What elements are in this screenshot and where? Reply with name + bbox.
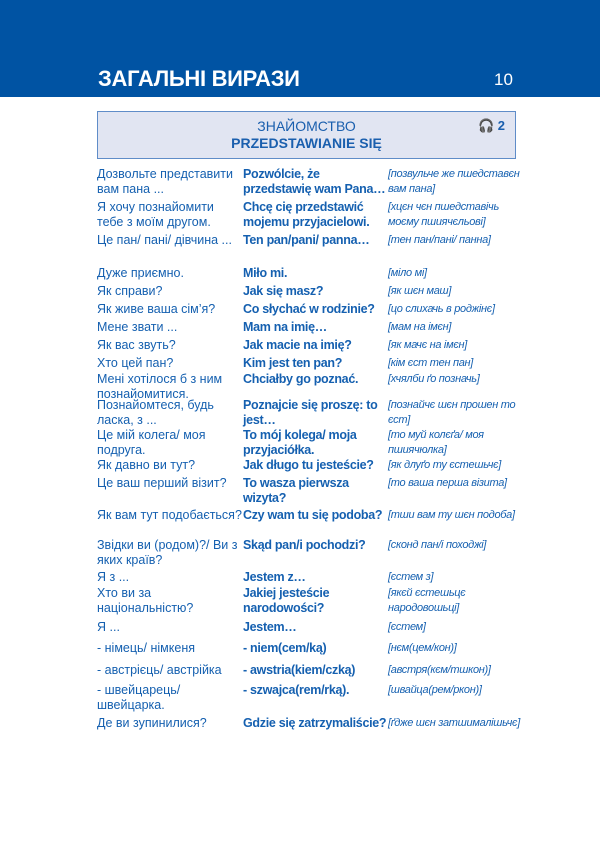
phrase-polish: Jak długo tu jesteście? <box>243 458 374 472</box>
headphones-icon: 🎧 <box>477 118 495 133</box>
phrase-transcription: [як длуґо ту єстешьчє] <box>388 459 501 471</box>
phrase-transcription: [тши вам ту шєн подоба] <box>388 509 515 521</box>
phrase-ukrainian: Як давно ви тут? <box>97 458 196 472</box>
phrase-transcription: [міло мі] <box>388 267 427 279</box>
phrase-transcription: [якєй єстешьцє народовошьці] <box>388 587 466 614</box>
phrase-polish: Chciałby go poznać. <box>243 372 359 386</box>
phrase-transcription: [швайца(рем/ркон)] <box>388 684 482 696</box>
phrase-polish: To wasza pierwsza wizyta? <box>243 476 349 505</box>
phrase-transcription: [ґдже шєн затшималішьчє] <box>388 717 520 729</box>
phrase-polish: Miło mi. <box>243 266 288 280</box>
phrase-ukrainian: - австрієць/ австрійка <box>97 663 222 677</box>
phrase-ukrainian: Мене звати ... <box>97 320 178 334</box>
phrase-transcription: [австря(кєм/тшкон)] <box>388 664 491 676</box>
phrase-ukrainian: - швейцарець/ швейцарка. <box>97 683 181 712</box>
phrase-ukrainian: Як вам тут подобається? <box>97 508 242 522</box>
phrase-transcription: [як мачє на імєн] <box>388 339 467 351</box>
phrase-polish: Mam na imię… <box>243 320 327 334</box>
phrase-ukrainian: Як справи? <box>97 284 163 298</box>
phrase-ukrainian: Мені хотілося б з ним познайомитися. <box>97 372 223 401</box>
phrase-ukrainian: Я ... <box>97 620 120 634</box>
phrase-polish: Co słychać w rodzinie? <box>243 302 375 316</box>
phrase-polish: Jak się masz? <box>243 284 324 298</box>
phrase-ukrainian: Дозвольте представити вам пана ... <box>97 167 233 196</box>
phrase-polish: Kim jest ten pan? <box>243 356 343 370</box>
audio-track <box>478 118 505 134</box>
phrase-transcription: [то муй колєґа/ моя пшиячюлка] <box>388 429 484 456</box>
phrase-polish: Jak macie na imię? <box>243 338 352 352</box>
chapter-header <box>0 0 600 97</box>
phrase-transcription: [сконд пан/і походжі] <box>388 539 487 551</box>
phrase-ukrainian: Це пан/ пані/ дівчина ... <box>97 233 232 247</box>
phrase-polish: - awstria(kiem/czką) <box>243 663 356 677</box>
phrase-ukrainian: Це мій колега/ моя подруга. <box>97 428 206 457</box>
phrase-transcription: [єстем з] <box>388 571 434 583</box>
phrase-polish: Gdzie się zatrzymaliście? <box>243 716 387 730</box>
phrase-transcription: [познайчє шєн прошен то єст] <box>388 399 516 426</box>
phrase-polish: Jestem z… <box>243 570 306 584</box>
phrase-ukrainian: Я з ... <box>97 570 130 584</box>
phrase-polish: Jakiej jesteście narodowości? <box>243 586 330 615</box>
phrase-transcription: [кім єст тен пан] <box>388 357 474 369</box>
phrase-transcription: [тен пан/пані/ панна] <box>388 234 491 246</box>
phrase-transcription: [цо слихачь в роджінє] <box>388 303 495 315</box>
phrase-polish: To mój kolega/ moja przyjaciółka. <box>243 428 357 457</box>
phrase-transcription: [хцєн чєн пшедставічь моєму пшиячєльові] <box>388 201 499 228</box>
phrase-polish: Ten pan/pani/ panna… <box>243 233 370 247</box>
phrase-ukrainian: Хто ви за національністю? <box>97 586 194 615</box>
phrase-ukrainian: Де ви зупинилися? <box>97 716 207 730</box>
phrase-ukrainian: Це ваш перший візит? <box>97 476 227 490</box>
section-heading-box <box>97 111 516 159</box>
phrase-transcription: [хчялби ґо позначь] <box>388 373 480 385</box>
phrase-ukrainian: Я хочу познайомити тебе з моїм другом. <box>97 200 214 229</box>
section-title-uk: ЗНАЙОМСТВО <box>257 118 356 134</box>
phrase-transcription: [єстем] <box>388 621 426 633</box>
phrase-ukrainian: Як вас звуть? <box>97 338 176 352</box>
phrase-polish: Czy wam tu się podoba? <box>243 508 383 522</box>
section-title-pl: PRZEDSTAWIANIE SIĘ <box>231 135 382 151</box>
phrase-polish: Poznajcie się proszę: to jest… <box>243 398 378 427</box>
chapter-title: ЗАГАЛЬНІ ВИРАЗИ <box>98 66 300 91</box>
phrase-transcription: [мам на імєн] <box>388 321 452 333</box>
phrase-polish: - szwajca(rem/rką). <box>243 683 350 697</box>
phrase-polish: Chcę cię przedstawić mojemu przyjacielowi. <box>243 200 370 229</box>
phrase-transcription: [позвульче же пшедставєн вам пана] <box>388 168 520 195</box>
phrase-polish: Jestem… <box>243 620 297 634</box>
phrase-ukrainian: Як живе ваша сім’я? <box>97 302 216 316</box>
phrase-ukrainian: Звідки ви (родом)?/ Ви з яких країв? <box>97 538 238 567</box>
audio-track-number: 2 <box>497 118 505 133</box>
phrase-transcription: [нєм(цем/кон)] <box>388 642 457 654</box>
phrase-ukrainian: Познайомтеся, будь ласка, з ... <box>97 398 214 427</box>
page-number: 10 <box>494 70 513 89</box>
phrase-polish: Pozwólcie, że przedstawię wam Pana… <box>243 167 386 196</box>
phrase-ukrainian: Дуже приємно. <box>97 266 184 280</box>
phrase-transcription: [то ваша перша візита] <box>388 477 507 489</box>
phrase-polish: - niem(cem/ką) <box>243 641 327 655</box>
phrase-ukrainian: Хто цей пан? <box>97 356 174 370</box>
phrase-ukrainian: - німець/ німкеня <box>97 641 195 655</box>
phrase-polish: Skąd pan/i pochodzi? <box>243 538 366 552</box>
phrase-transcription: [як шєн маш] <box>388 285 452 297</box>
